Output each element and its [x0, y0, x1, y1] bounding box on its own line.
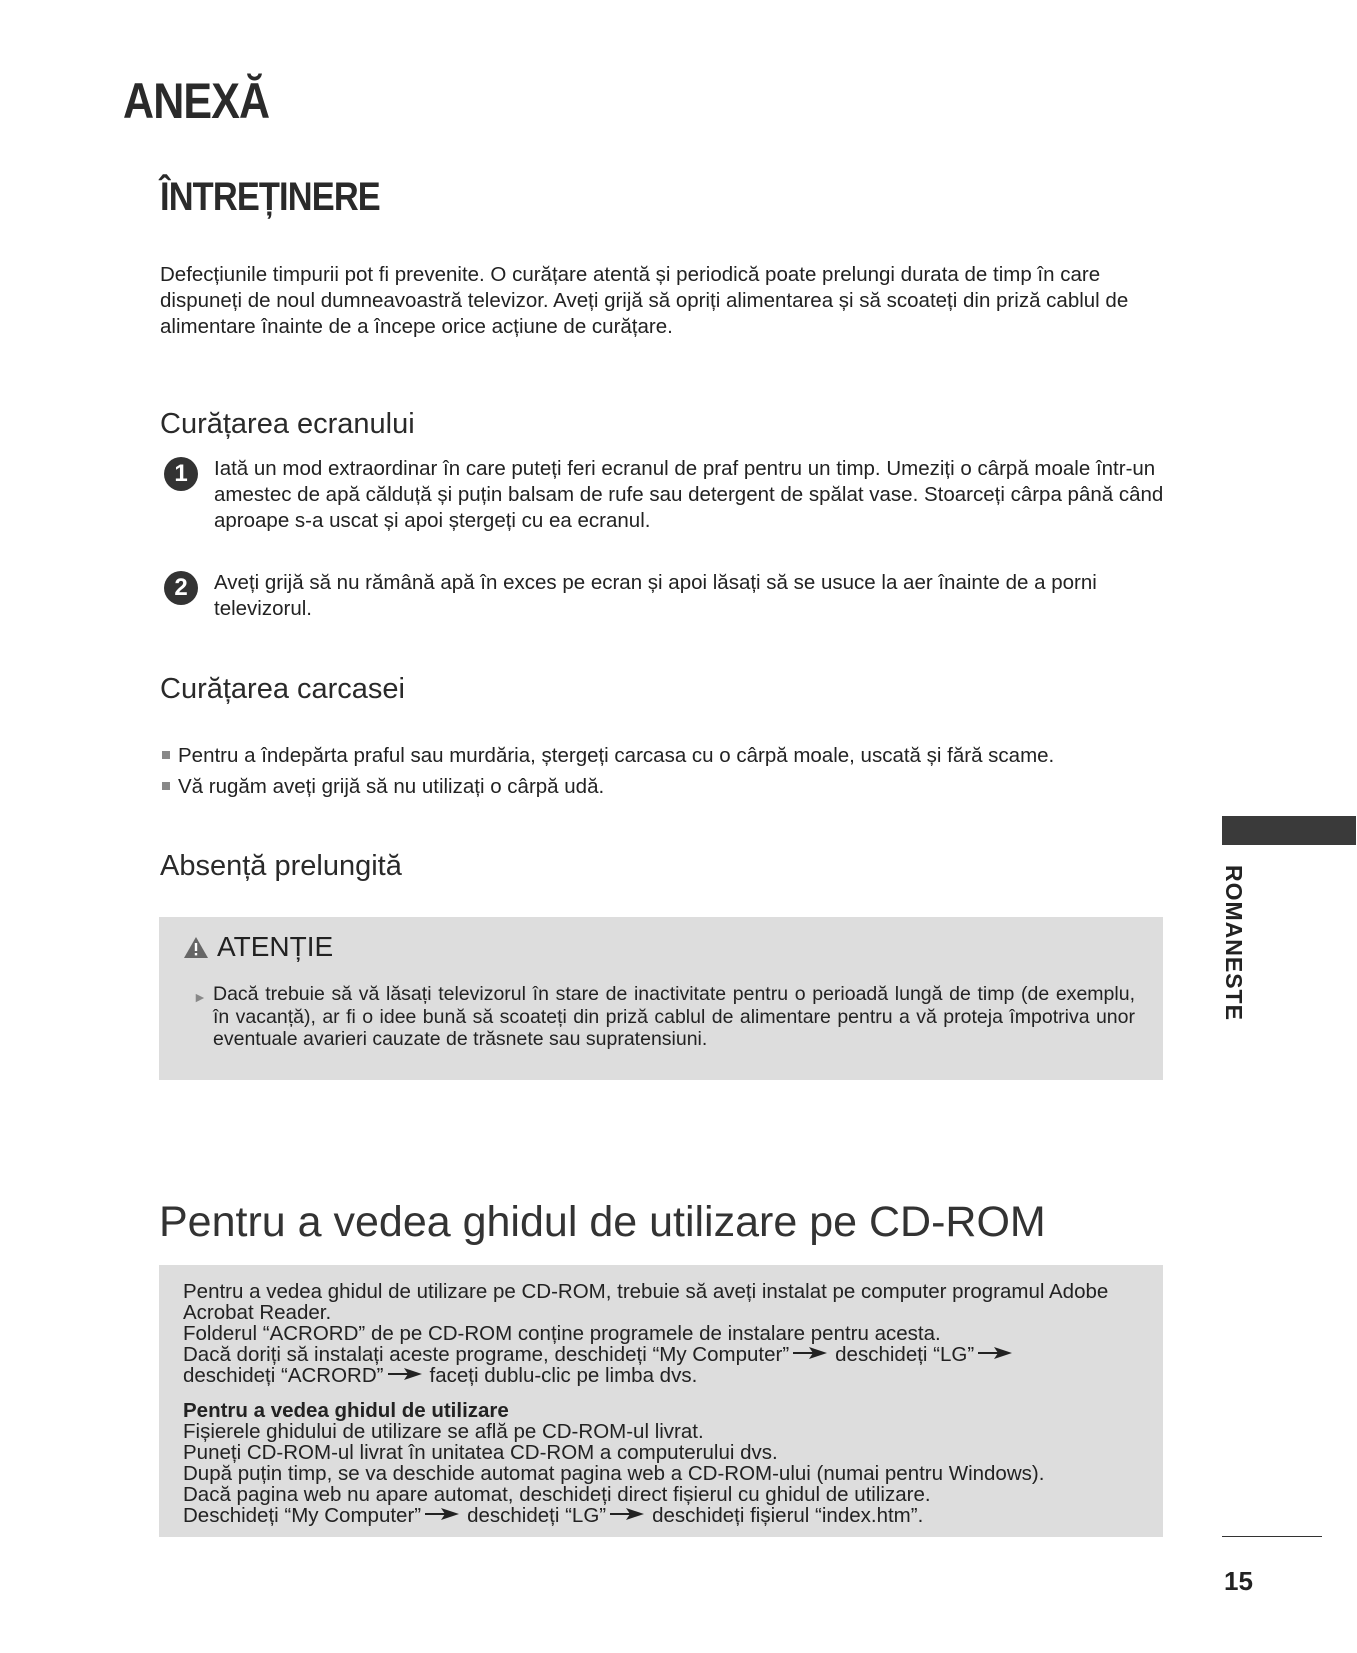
- page-number: 15: [1224, 1566, 1253, 1596]
- absence-heading: Absență prelungită: [160, 850, 402, 882]
- step-1: [164, 456, 1169, 534]
- language-tab-label: ROMANESTE: [1221, 865, 1247, 1021]
- list-item: Vă rugăm aveți grijă să nu utilizați o cârpă udă.: [162, 775, 604, 799]
- step-number-badge: 1: [164, 457, 198, 491]
- intro-paragraph: Defecțiunile timpurii pot fi prevenite. O curățare atentă și periodică poate prelungi durata de timp în care dispuneți de noul dumneavoastră televizor. Aveți grijă să opriți alimentarea și să scoateți din priză cablul de alimentare înainte de a începe orice acțiune de curățare.: [160, 263, 1129, 338]
- triangle-bullet-icon: ►: [193, 989, 207, 1005]
- step-number-badge: 2: [164, 571, 198, 605]
- step-text: Iată un mod extraordinar în care puteți feri ecranul de praf pentru un timp. Umeziți o cârpă moale într-un amestec de apă călduță și puțin balsam de rufe sau detergent de spălat vase. Stoarceți cârpa până când aproape s-a uscat și apoi ștergeți cu ea ecranul.: [214, 457, 1164, 532]
- caution-text: ► Dacă trebuie să vă lăsați televizorul în stare de inactivitate pentru o perioadă lungă de timp (de exemplu, în vacanță), ar fi o idee bună să scoateți din priză cablul de alimentare pentru a vă proteja împotriva unor eventuale avarieri cauzate de trăsnete sau supratensiuni.: [193, 983, 1135, 1050]
- cdrom-view-paragraph: Pentru a vedea ghidul de utilizare Fișierele ghidului de utilizare se află pe CD-ROM-ul livrat. Puneți CD-ROM-ul livrat în unitatea CD-ROM a computerului dvs. După puțin timp, se va deschide automat pagina web a CD-ROM-ului (numai pentru Windows). Dacă pagina web nu apare automat, deschideți direct fișierul cu ghidul de utilizare. Deschideți “My Computer” deschideți “LG” deschideți fișierul “index.htm”.: [183, 1399, 1045, 1527]
- section-title: ÎNTREȚINERE: [160, 175, 380, 219]
- step-text: Aveți grijă să nu rămână apă în exces pe ecran și apoi lăsați să se usuce la aer înainte de a porni televizorul.: [214, 571, 1097, 620]
- arrow-right-icon: [425, 1508, 459, 1520]
- cdrom-title: Pentru a vedea ghidul de utilizare pe CD-ROM: [159, 1198, 1046, 1246]
- screen-cleaning-heading: Curățarea ecranului: [160, 408, 415, 440]
- square-bullet-icon: [162, 782, 170, 790]
- footer-divider: [1222, 1536, 1322, 1537]
- page-title: ANEXĂ: [123, 73, 270, 129]
- warning-icon: [183, 936, 209, 959]
- caution-box: [159, 917, 1163, 1080]
- language-tab-bar: [1222, 816, 1356, 845]
- arrow-right-icon: [610, 1508, 644, 1520]
- square-bullet-icon: [162, 751, 170, 759]
- cdrom-box: [159, 1265, 1163, 1537]
- arrow-right-icon: [388, 1368, 422, 1380]
- arrow-right-icon: [978, 1347, 1012, 1359]
- caution-heading: ATENȚIE: [183, 931, 333, 963]
- case-cleaning-heading: Curățarea carcasei: [160, 673, 405, 705]
- cdrom-install-paragraph: Pentru a vedea ghidul de utilizare pe CD-ROM, trebuie să aveți instalat pe computer programul Adobe Acrobat Reader. Folderul “ACRORD” de pe CD-ROM conține programele de instalare pentru acesta. Dacă doriți să instalați aceste programe, deschideți “My Computer” deschideți “LG” deschideți “ACRORD” faceți dublu-clic pe limba dvs.: [183, 1280, 1109, 1387]
- step-2: [164, 570, 1169, 622]
- list-item: Pentru a îndepărta praful sau murdăria, ștergeți carcasa cu o cârpă moale, uscată și fără scame.: [162, 744, 1054, 768]
- arrow-right-icon: [793, 1347, 827, 1359]
